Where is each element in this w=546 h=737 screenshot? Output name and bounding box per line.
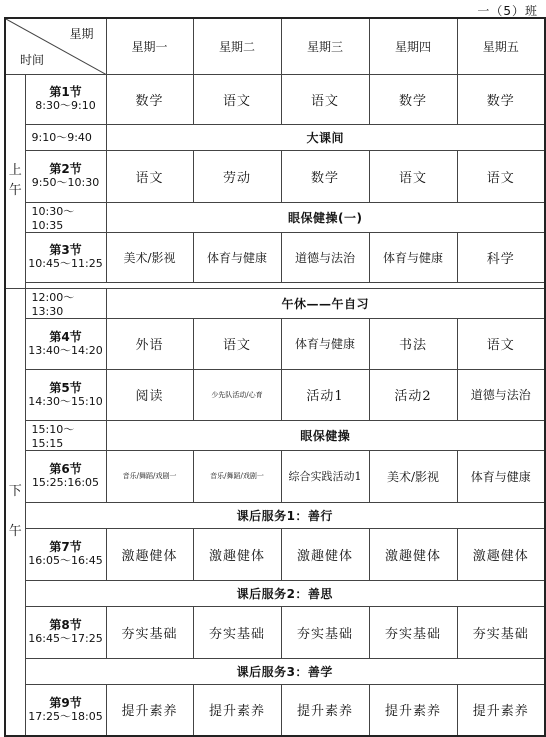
subject-cell: 激趣健体 [193, 528, 281, 580]
subject-cell: 体育与健康 [457, 450, 545, 502]
break-label: 午休——午自习 [106, 288, 545, 318]
service-row [5, 658, 545, 684]
subject-cell: 外语 [106, 318, 193, 369]
subject-cell: 数学 [457, 74, 545, 124]
subject-cell: 语文 [281, 74, 369, 124]
subject-cell: 体育与健康 [369, 232, 457, 282]
break-time: 12:00～13:30 [25, 288, 106, 318]
period-row [5, 232, 545, 282]
subject-cell: 阅读 [106, 369, 193, 420]
corner-cell [5, 18, 106, 74]
subject-cell: 活动1 [281, 369, 369, 420]
subject-cell: 劳动 [193, 150, 281, 202]
subject-cell: 体育与健康 [281, 318, 369, 369]
subject-cell: 数学 [106, 74, 193, 124]
subject-cell: 夯实基础 [281, 606, 369, 658]
period-row [5, 528, 545, 580]
break-label: 大课间 [106, 124, 545, 150]
service-label: 课后服务1：善行 [25, 502, 545, 528]
subject-cell: 体育与健康 [193, 232, 281, 282]
subject-cell: 夯实基础 [457, 606, 545, 658]
corner-day-label: 星期 [69, 27, 94, 41]
break-row [5, 202, 545, 232]
subject-cell: 道德与法治 [457, 369, 545, 420]
service-label: 课后服务3：善学 [25, 658, 545, 684]
subject-cell: 提升素养 [369, 684, 457, 736]
subject-cell: 提升素养 [106, 684, 193, 736]
period-cell: 第3节 10:45～11:25 [25, 232, 106, 282]
period-row [5, 318, 545, 369]
period-cell: 第6节 15:25:16:05 [25, 450, 106, 502]
subject-cell: 少先队活动/心育 [193, 369, 281, 420]
subject-cell: 语文 [457, 318, 545, 369]
subject-cell: 提升素养 [193, 684, 281, 736]
break-label: 眼保健操 [106, 420, 545, 450]
day-header: 星期一 [106, 18, 193, 74]
subject-cell: 活动2 [369, 369, 457, 420]
subject-cell: 激趣健体 [106, 528, 193, 580]
break-time: 15:10～15:15 [25, 420, 106, 450]
subject-cell: 语文 [193, 74, 281, 124]
break-label: 眼保健操(一) [106, 202, 545, 232]
subject-cell: 音乐/舞蹈/戏剧一 [106, 450, 193, 502]
period-row [5, 684, 545, 736]
subject-cell: 道德与法治 [281, 232, 369, 282]
subject-cell: 夯实基础 [193, 606, 281, 658]
period-cell: 第4节 13:40～14:20 [25, 318, 106, 369]
subject-cell: 激趣健体 [369, 528, 457, 580]
timetable [4, 17, 546, 737]
period-row [5, 369, 545, 420]
period-cell: 第7节 16:05～16:45 [25, 528, 106, 580]
subject-cell: 激趣健体 [457, 528, 545, 580]
subject-cell: 美术/影视 [106, 232, 193, 282]
subject-cell: 语文 [193, 318, 281, 369]
subject-cell: 音乐/舞蹈/戏剧一 [193, 450, 281, 502]
period-row [5, 450, 545, 502]
subject-cell: 语文 [457, 150, 545, 202]
subject-cell: 数学 [281, 150, 369, 202]
period-row [5, 74, 545, 124]
day-header: 星期四 [369, 18, 457, 74]
break-time: 9:10～9:40 [25, 124, 106, 150]
subject-cell: 夯实基础 [106, 606, 193, 658]
header-row [5, 18, 545, 74]
subject-cell: 科学 [457, 232, 545, 282]
subject-cell: 美术/影视 [369, 450, 457, 502]
subject-cell: 夯实基础 [369, 606, 457, 658]
break-row [5, 124, 545, 150]
period-cell: 第1节 8:30～9:10 [25, 74, 106, 124]
period-cell: 第8节 16:45～17:25 [25, 606, 106, 658]
day-header: 星期二 [193, 18, 281, 74]
subject-cell: 语文 [369, 150, 457, 202]
service-row [5, 580, 545, 606]
subject-cell: 数学 [369, 74, 457, 124]
subject-cell: 书法 [369, 318, 457, 369]
afternoon-label: 下 午 [5, 288, 25, 736]
subject-cell: 综合实践活动1 [281, 450, 369, 502]
subject-cell: 提升素养 [281, 684, 369, 736]
subject-cell: 语文 [106, 150, 193, 202]
period-cell: 第2节 9:50～10:30 [25, 150, 106, 202]
period-cell: 第9节 17:25～18:05 [25, 684, 106, 736]
period-row [5, 150, 545, 202]
class-label: 一（5）班 [477, 4, 538, 18]
break-time: 10:30～10:35 [25, 202, 106, 232]
subject-cell: 提升素养 [457, 684, 545, 736]
service-row [5, 502, 545, 528]
period-cell: 第5节 14:30～15:10 [25, 369, 106, 420]
subject-cell: 激趣健体 [281, 528, 369, 580]
day-header: 星期三 [281, 18, 369, 74]
morning-label: 上 午 [5, 74, 25, 288]
service-label: 课后服务2：善思 [25, 580, 545, 606]
corner-time-label: 时间 [20, 52, 45, 67]
break-row [5, 288, 545, 318]
period-row [5, 606, 545, 658]
day-header: 星期五 [457, 18, 545, 74]
break-row [5, 420, 545, 450]
